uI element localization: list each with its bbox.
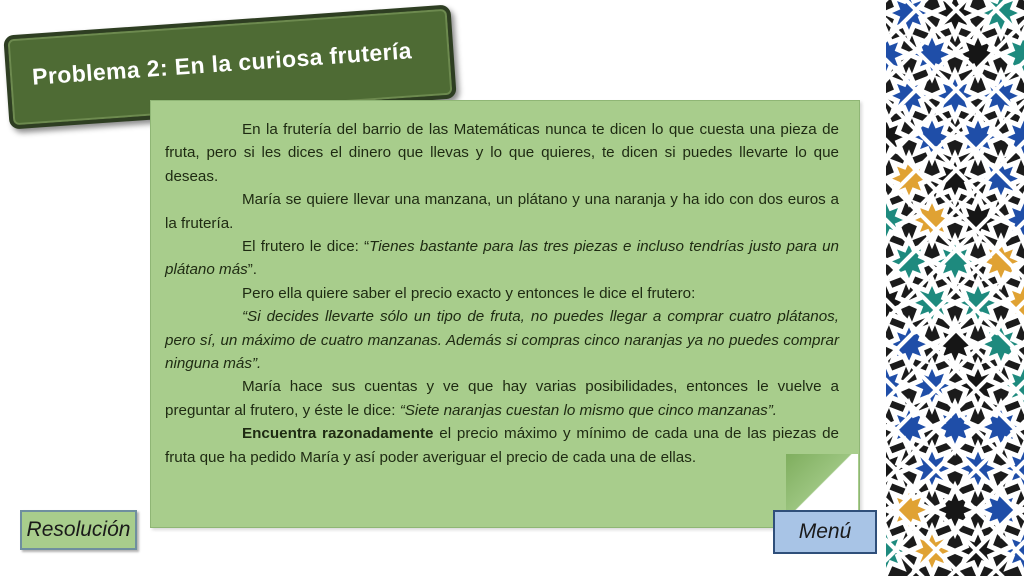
text-run: “Si decides llevarte sólo un tipo de fruta, no puedes llegar a comprar cuatro plátanos, pero sí, un máximo de cuatro manzanas. Además si compras cinco naranjas ya no puedes comprar ninguna más”. — [165, 308, 839, 373]
mosaic-tile — [1001, 31, 1024, 77]
text-run: Encuentra razonadamente — [242, 425, 434, 443]
resolucion-button[interactable]: Resolución — [20, 510, 137, 550]
text-run: Pero ella quiere saber el precio exacto y entonces le dice el frutero: — [242, 284, 696, 302]
paragraph-p2 — [165, 188, 839, 235]
mosaic-tile — [909, 31, 955, 77]
text-run: El frutero le dice: “ — [242, 238, 370, 256]
mosaic-tile — [909, 280, 955, 326]
paragraph-p6 — [165, 375, 839, 422]
menu-button[interactable]: Menú — [773, 510, 877, 554]
text-run: el precio máximo y mínimo de cada una de las piezas de fruta que ha pedido María y así poder averiguar el precio de cada una de ellas. — [165, 425, 840, 466]
problem-text — [165, 118, 839, 469]
text-run: “Siete naranjas cuestan lo mismo que cinco manzanas”. — [399, 401, 778, 419]
paragraph-p1 — [165, 118, 839, 188]
text-run: En la frutería del barrio de las Matemáticas nunca te dicen lo que cuesta una pieza de fruta, pero si les dices el dinero que llevas y lo que quieres, te dicen si puedes llevarte lo que deseas. — [165, 121, 839, 185]
paragraph-p7 — [165, 422, 839, 469]
mosaic-pattern-icon — [886, 0, 1024, 576]
text-run: María se quiere llevar una manzana, un plátano y una naranja y ha ido con dos euros a la frutería. — [165, 191, 839, 232]
text-run: Tienes bastante para las tres piezas e incluso tendrías justo para un plátano más — [165, 238, 839, 279]
paragraph-p4 — [165, 282, 839, 305]
paragraph-p5 — [165, 305, 839, 375]
text-run: María hace sus cuentas y ve que hay varias posibilidades, entonces le vuelve a preguntar al frutero, y éste le dice: — [165, 378, 839, 419]
mosaic-tile — [886, 487, 932, 533]
paragraph-p3 — [165, 235, 839, 282]
mosaic-decoration — [886, 0, 1024, 576]
text-run: ”. — [247, 261, 258, 279]
page-title: Problema 2: En la curiosa frutería — [31, 37, 413, 90]
